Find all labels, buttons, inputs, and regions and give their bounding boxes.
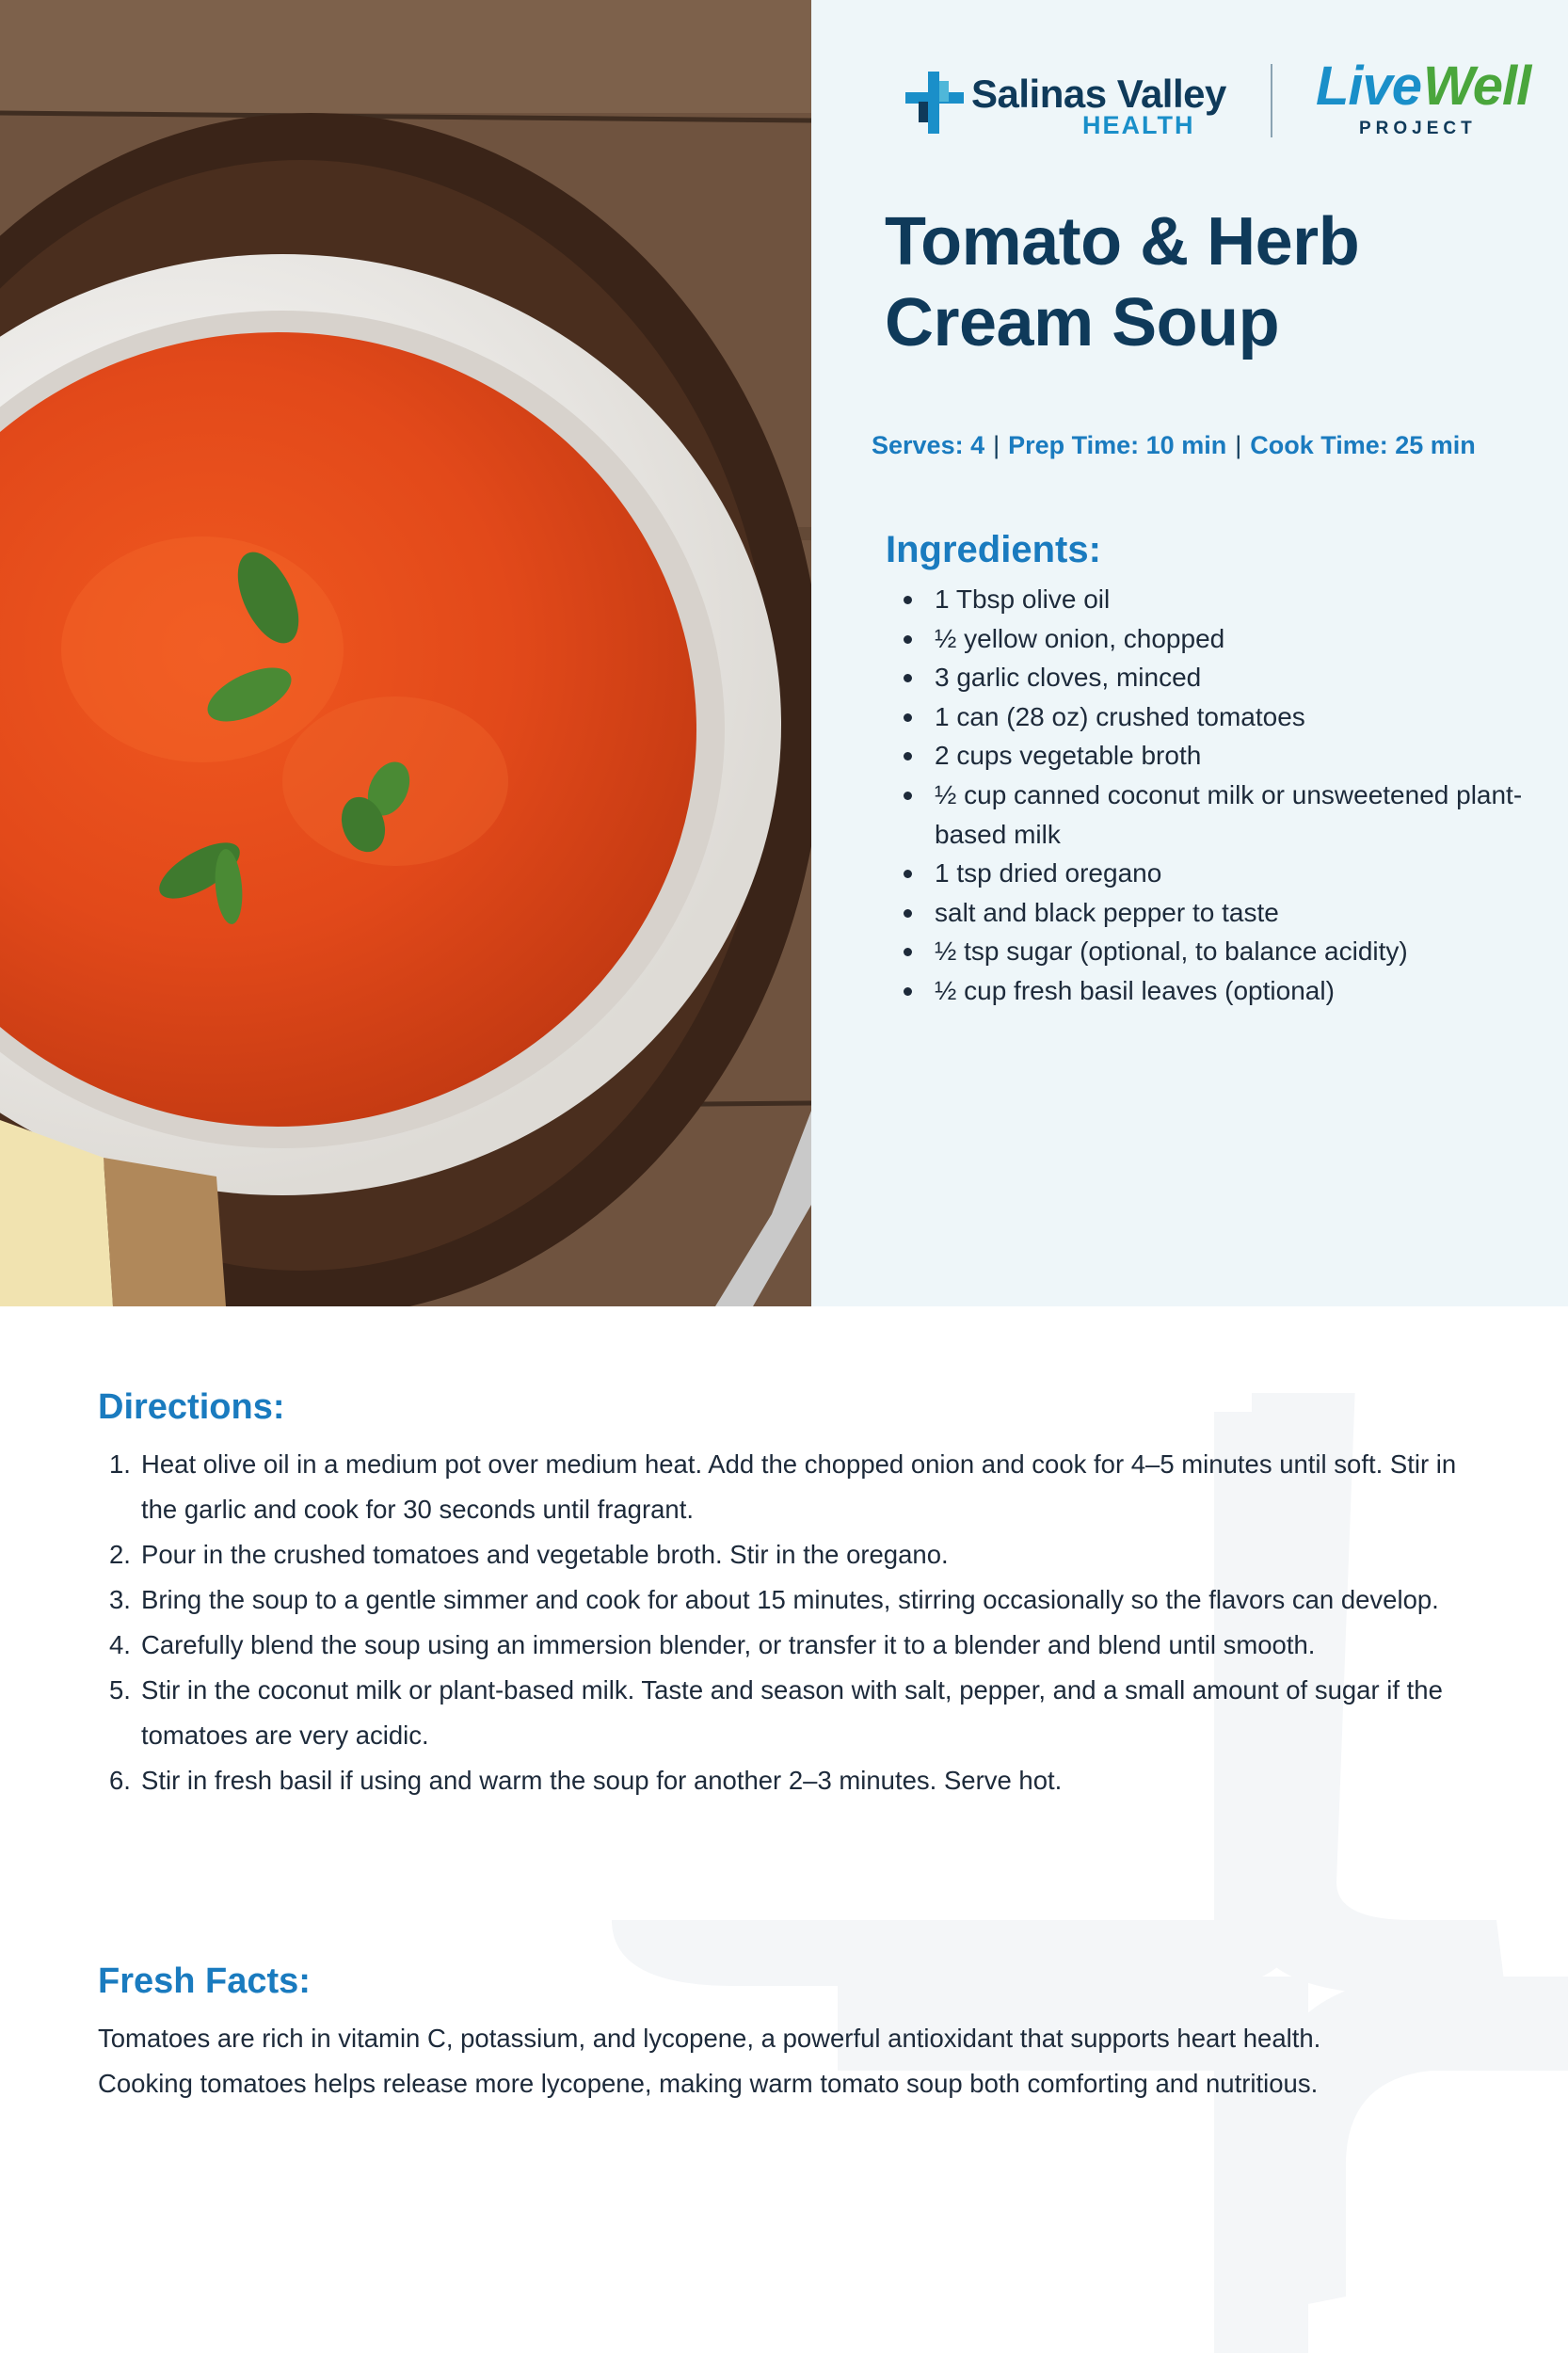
soup-bowl-illustration bbox=[0, 0, 811, 1306]
step-number: 2. bbox=[109, 1540, 131, 1569]
recipe-meta bbox=[872, 431, 1530, 460]
ingredient-item: 1 Tbsp olive oil bbox=[902, 580, 1542, 619]
step-number: 4. bbox=[109, 1630, 131, 1659]
fresh-facts-line: Tomatoes are rich in vitamin C, potassium, and lycopene, a powerful antioxidant that supports heart health. bbox=[98, 2024, 1321, 2053]
ingredient-item: 2 cups vegetable broth bbox=[902, 736, 1542, 776]
step-number: 5. bbox=[109, 1675, 131, 1705]
directions-heading: Directions: bbox=[98, 1387, 285, 1427]
ingredient-item: 1 can (28 oz) crushed tomatoes bbox=[902, 697, 1542, 737]
direction-step bbox=[109, 1668, 1464, 1758]
direction-step bbox=[109, 1623, 1464, 1668]
step-text: Stir in fresh basil if using and warm the soup for another 2–3 minutes. Serve hot. bbox=[141, 1766, 1063, 1795]
serves-text: Serves: 4 bbox=[872, 431, 985, 459]
prep-time-text: Prep Time: 10 min bbox=[1008, 431, 1227, 459]
ingredient-item: ½ cup fresh basil leaves (optional) bbox=[902, 971, 1542, 1011]
directions-list bbox=[109, 1442, 1464, 1803]
ingredient-item: ½ cup canned coconut milk or unsweetened plant-based milk bbox=[902, 776, 1542, 854]
ingredients-list bbox=[902, 580, 1542, 1011]
fresh-facts-heading: Fresh Facts: bbox=[98, 1961, 311, 2001]
direction-step bbox=[109, 1758, 1464, 1803]
cook-time-text: Cook Time: 25 min bbox=[1250, 431, 1476, 459]
logo-org-sub: HEALTH bbox=[1082, 111, 1195, 139]
cross-logo-icon bbox=[905, 72, 964, 134]
ingredient-item: 3 garlic cloves, minced bbox=[902, 658, 1542, 697]
ingredients-heading: Ingredients: bbox=[886, 529, 1101, 570]
live-well-project-logo bbox=[1316, 55, 1531, 144]
logo-well-text: Well bbox=[1423, 56, 1531, 117]
logo-live-text: Live bbox=[1316, 56, 1422, 117]
direction-step bbox=[109, 1532, 1464, 1577]
direction-step bbox=[109, 1577, 1464, 1623]
fresh-facts-text bbox=[98, 2016, 1472, 2106]
step-text: Pour in the crushed tomatoes and vegetable broth. Stir in the oregano. bbox=[141, 1540, 949, 1569]
ingredient-item: 1 tsp dried oregano bbox=[902, 854, 1542, 893]
meta-separator: | bbox=[1235, 431, 1242, 459]
fresh-facts-line: Cooking tomatoes helps release more lycopene, making warm tomato soup both comforting and nutritious. bbox=[98, 2069, 1319, 2098]
meta-separator: | bbox=[993, 431, 1000, 459]
step-text: Carefully blend the soup using an immersion blender, or transfer it to a blender and blend until smooth. bbox=[141, 1630, 1316, 1659]
logo-divider bbox=[1271, 64, 1272, 137]
step-text: Bring the soup to a gentle simmer and cook for about 15 minutes, stirring occasionally so the flavors can develop. bbox=[141, 1585, 1439, 1614]
recipe-title bbox=[885, 201, 1525, 363]
hero-soup-photo bbox=[0, 0, 811, 1306]
direction-step bbox=[109, 1442, 1464, 1532]
recipe-title-line1: Tomato & Herb bbox=[885, 204, 1360, 280]
recipe-title-line2: Cream Soup bbox=[885, 285, 1280, 360]
salinas-valley-health-logo bbox=[905, 70, 1225, 145]
step-text: Heat olive oil in a medium pot over medium heat. Add the chopped onion and cook for 4–5 minutes until soft. Stir in the garlic and cook for 30 seconds until fragrant. bbox=[141, 1449, 1457, 1524]
step-number: 3. bbox=[109, 1585, 131, 1614]
step-number: 6. bbox=[109, 1766, 131, 1795]
logo-org-name: Salinas Valley bbox=[971, 72, 1226, 116]
ingredient-item: ½ tsp sugar (optional, to balance acidity) bbox=[902, 932, 1542, 971]
step-number: 1. bbox=[109, 1449, 131, 1479]
logo-project-text: PROJECT bbox=[1359, 119, 1477, 138]
ingredient-item: salt and black pepper to taste bbox=[902, 893, 1542, 933]
ingredient-item: ½ yellow onion, chopped bbox=[902, 619, 1542, 659]
step-text: Stir in the coconut milk or plant-based milk. Taste and season with salt, pepper, and a small amount of sugar if the tomatoes are very acidic. bbox=[141, 1675, 1443, 1750]
